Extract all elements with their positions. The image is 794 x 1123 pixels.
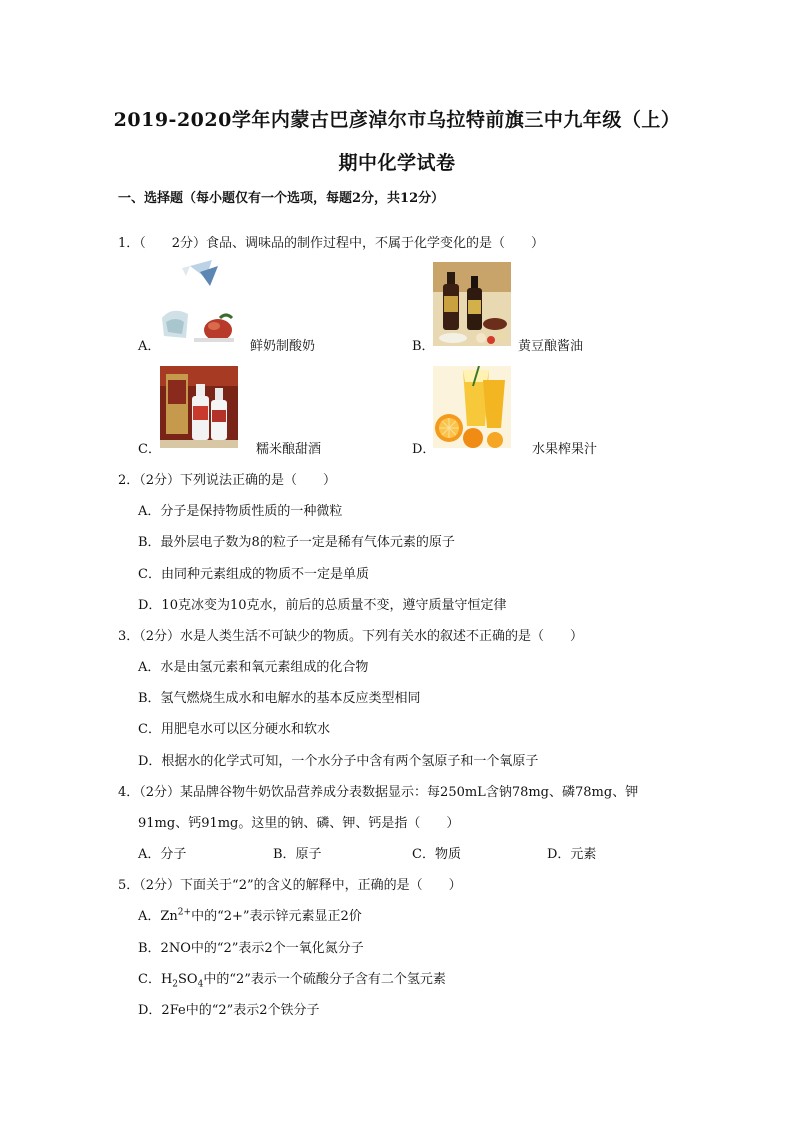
q4-option-a: A．分子 — [138, 847, 187, 862]
q3-option-a: A．水是由氢元素和氧元素组成的化合物 — [138, 660, 369, 675]
soy-sauce-picture — [433, 262, 511, 346]
milk-yogurt-picture — [160, 258, 238, 346]
q5-option-b: B．2NO中的“2”表示2个一氧化氮分子 — [138, 941, 364, 956]
q1-option-a-letter: A． — [138, 339, 161, 354]
q1-option-b-letter: B． — [412, 339, 435, 354]
q4-option-d: D．元素 — [547, 847, 597, 862]
q4-stem-line2: 91mg、钙91mg。这里的钠、磷、钾、钙是指（ ） — [138, 816, 460, 831]
q5-option-a: A．$Zn^{2+}$中的“2+”表示锌元素显正2价 — [138, 907, 362, 924]
q1-option-c-letter: C． — [138, 442, 161, 457]
q1-option-b-caption: 黄豆酿酱油 — [518, 339, 584, 354]
q1-stem: 1．（ 2分）食品、调味品的制作过程中，不属于化学变化的是（ ） — [118, 236, 545, 251]
q2-option-a: A．分子是保持物质性质的一种微粒 — [138, 504, 343, 519]
fruit-juice-picture — [433, 366, 511, 448]
q4-stem-line1: 4．（2分）某品牌谷物牛奶饮品营养成分表数据显示：每250mL含钠78mg、磷78mg、钾 — [118, 785, 639, 800]
q3-stem: 3．（2分）水是人类生活不可缺少的物质。下列有关水的叙述不正确的是（ ） — [118, 629, 584, 644]
section-heading: 一、选择题（每小题仅有一个选项，每题2分，共12分） — [118, 191, 445, 206]
q4-option-b: B．原子 — [273, 847, 322, 862]
q1-option-d-letter: D． — [412, 442, 436, 457]
q2-stem: 2．（2分）下列说法正确的是（ ） — [118, 473, 337, 488]
q3-option-c: C．用肥皂水可以区分硬水和软水 — [138, 722, 330, 737]
rice-wine-picture — [160, 366, 238, 448]
q5-stem: 5．（2分）下面关于“2”的含义的解释中，正确的是（ ） — [118, 878, 462, 893]
q5-option-d: D．2Fe中的“2”表示2个铁分子 — [138, 1003, 320, 1018]
exam-title-line1: 2019-2020学年内蒙古巴彦淖尔市乌拉特前旗三中九年级（上） — [113, 109, 681, 131]
q4-option-c: C．物质 — [412, 847, 461, 862]
q1-option-c-caption: 糯米酿甜酒 — [256, 442, 322, 457]
q3-option-b: B．氢气燃烧生成水和电解水的基本反应类型相同 — [138, 691, 421, 706]
q2-option-c: C．由同种元素组成的物质不一定是单质 — [138, 567, 369, 582]
q2-option-b: B．最外层电子数为8的粒子一定是稀有气体元素的原子 — [138, 535, 455, 550]
q2-option-d: D．10克冰变为10克水，前后的总质量不变，遵守质量守恒定律 — [138, 598, 507, 613]
q1-option-d-caption: 水果榨果汁 — [532, 442, 598, 457]
q5-option-c: C．$H_2SO_4$中的“2”表示一个硫酸分子含有二个氢元素 — [138, 972, 446, 990]
q1-option-a-caption: 鲜奶制酸奶 — [250, 339, 316, 354]
q3-option-d: D．根据水的化学式可知，一个水分子中含有两个氢原子和一个氧原子 — [138, 754, 539, 769]
exam-title-line2: 期中化学试卷 — [338, 152, 456, 174]
